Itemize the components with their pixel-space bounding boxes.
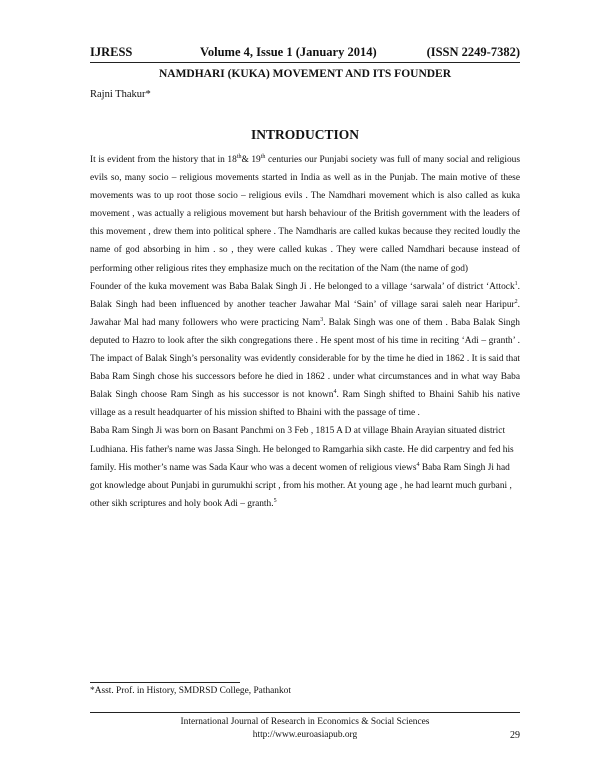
- article-body: [90, 151, 520, 513]
- superscript-th-1: th: [236, 154, 242, 160]
- header-divider: [90, 62, 520, 63]
- p2-text-d: . Balak Singh was one of them . Baba Balak Singh deputed to Hazro to look after the sikh congregations there . He spent most of his time in reciting ‘Adi – granth’ . The impact of Balak Singh’s personality was evidently considerable for by the time he died in 1862 . It is said that Baba Ram Singh chose his successors before he died in 1862 . under what circumstances and in what way Baba Balak Singh choose Ram Singh as his successor is not known: [90, 317, 520, 401]
- volume-issue: Volume 4, Issue 1 (January 2014): [200, 45, 377, 59]
- footnote-ref-5: 5: [273, 497, 277, 504]
- footnote-ref-4: 4: [333, 389, 337, 396]
- article-title: NAMDHARI (KUKA) MOVEMENT AND ITS FOUNDER: [158, 68, 452, 80]
- footnote-ref-2: 2: [514, 298, 518, 305]
- page-footer: [90, 716, 520, 742]
- p2-text-e: . Ram Singh shifted to Bhaini Sahib his native village as a result headquarter of his mission shifted to Bhaini with the passage of time .: [90, 390, 520, 419]
- superscript-th-2: th: [260, 154, 266, 160]
- section-heading: INTRODUCTION: [250, 127, 359, 142]
- journal-abbreviation: IJRESS: [90, 45, 133, 59]
- p3-text-a: Baba Ram Singh Ji was born on Basant Panchmi on 3 Feb , 1815 A D at village Bhain Arayian situated district Ludhiana. His father's name was Jassa Singh. He belonged to Ramgarhia sikh caste. He did carpentry and fed his family. His mother’s name was Sada Kaur who was a decent women of religious views: [90, 426, 514, 473]
- footnote-ref-1: 1: [514, 280, 518, 287]
- p1-text-a: It is evident from the history that in 18: [90, 155, 237, 165]
- paragraph-1: [90, 151, 520, 278]
- p2-text-c: . Jawahar Mal had many followers who were practicing Nam: [90, 299, 520, 328]
- issn: (ISSN 2249-7382): [426, 45, 520, 59]
- footer-url[interactable]: http://www.euroasiapub.org: [252, 730, 358, 740]
- p1-text-c: centuries our Punjabi society was full of many social and religious evils so, many socio – religious movements started in India as well as in the Punjab. The main motive of these movements was to up root those socio – religious evils . The Namdhari movement which is also called as kuka movement , was actually a religious movement but harsh behaviour of the British government with the leaders of this movement , drew them into political sphere . The Namdharis are called kukas because they recited loudly the name of god absorbing in him . so , they were called kukas . They were called Namdhari because instead of performing other religious rites they emphasize much on the recitation of the Nam (the name of god): [90, 155, 520, 274]
- footnote-divider: [90, 682, 240, 683]
- footer-divider: [90, 712, 520, 713]
- p3-text-b: Baba Ram Singh Ji had got knowledge about Punjabi in gurumukhi script , from his mother. At young age , he had learnt much gurbani , other sikh scriptures and holy book Adi – granth.: [90, 462, 512, 509]
- paragraph-2: [90, 278, 520, 423]
- footer-journal-name: International Journal of Research in Economics & Social Sciences: [180, 717, 430, 727]
- p1-text-b: & 19: [241, 155, 261, 165]
- p2-text-a: Founder of the kuka movement was Baba Balak Singh Ji . He belonged to a village ‘sarwala’ of district ‘Attock: [90, 281, 515, 292]
- running-header: [90, 45, 520, 61]
- page-number: 29: [510, 730, 520, 741]
- footnote-ref-3: 3: [320, 316, 324, 323]
- paragraph-3: [90, 422, 520, 512]
- footnote-ref-4b: 4: [416, 461, 420, 468]
- p2-text-b: . Balak Singh had been influenced by another teacher Jawahar Mal ‘Sain’ of village sarai saleh near Haripur: [90, 281, 520, 310]
- author-name: Rajni Thakur*: [90, 89, 151, 100]
- author-footnote: *Asst. Prof. in History, SMDRSD College, Pathankot: [90, 686, 291, 696]
